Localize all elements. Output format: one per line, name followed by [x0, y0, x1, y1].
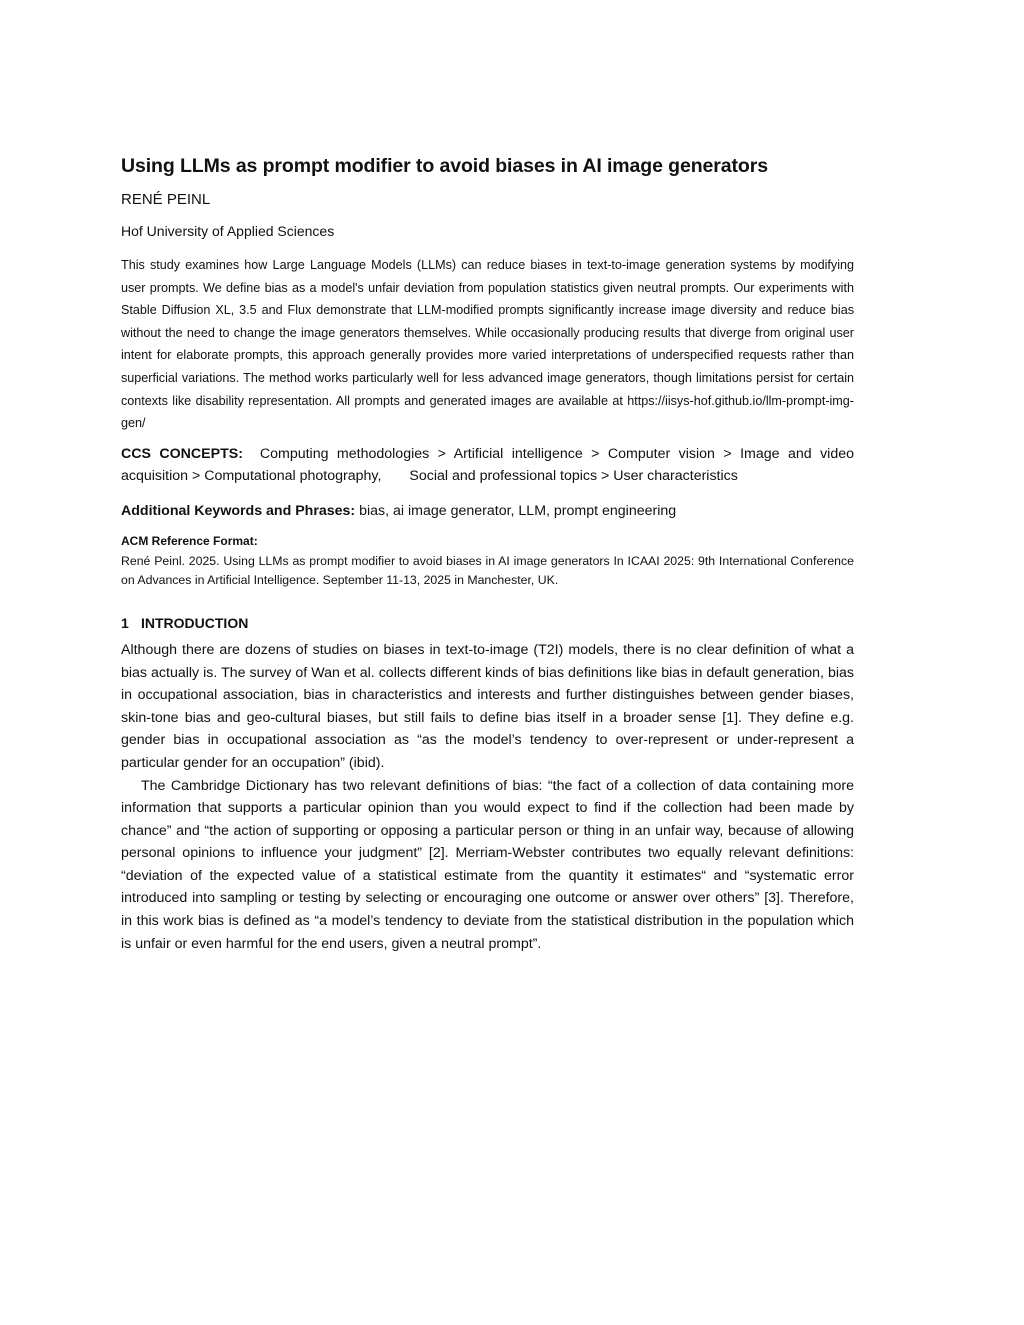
- intro-paragraph-2: The Cambridge Dictionary has two relevant definitions of bias: “the fact of a collection of data containing more information that supports a particular opinion than you would expect to find if the collection had been made by chance” and “the action of supporting or opposing a particular person or thing in an unfair way, because of allowing personal opinions to influence your judgment” [2]. Merriam-Webster contributes two equally relevant definitions: “deviation of the expected value of a statistical estimate from the quantity it estimates“ and “systematic error introduced into sampling or testing by selecting or encouraging one outcome or answer over others” [3]. Therefore, in this work bias is defined as “a model’s tendency to deviate from the statistical distribution in the population which is unfair or even harmful for the end users, given a neutral prompt”.: [121, 777, 854, 952]
- acm-reference-heading: ACM Reference Format:: [121, 533, 258, 548]
- paper-page: [121, 150, 854, 955]
- keywords-label: Additional Keywords and Phrases:: [121, 502, 356, 519]
- author-name: RENÉ PEINL: [121, 191, 211, 208]
- intro-paragraph-1: Although there are dozens of studies on biases in text-to-image (T2I) models, there is no clear definition of what a bias actually is. The survey of Wan et al. collects different kinds of bias definitions like bias in default generation, bias in occupational association, bias in characteristics and interests and further distinguishes between gender biases, skin-tone bias and geo-cultural biases, but still fails to define bias itself in a broader sense [1]. They define e.g. gender bias in occupational association as “as the model’s tendency to over-represent or under-represent a particular gender for an occupation” (ibid).: [121, 641, 854, 771]
- ccs-label: CCS CONCEPTS:: [121, 445, 243, 462]
- abstract: This study examines how Large Language Models (LLMs) can reduce biases in text-to-image generation systems by modifying user prompts. We define bias as a model's unfair deviation from population statistics given neutral prompts. Our experiments with Stable Diffusion XL, 3.5 and Flux demonstrate that LLM-modified prompts significantly increase image diversity and reduce bias without the need to change the image generators themselves. While occasionally producing results that diverge from original user intent for elaborate prompts, this approach generally provides more varied interpretations of underspecified requests rather than superficial variations. The method works particularly well for less advanced image generators, though limitations persist for certain contexts like disability representation. All prompts and generated images are available at https://iisys-hof.github.io/llm-prompt-img-gen/: [121, 258, 854, 431]
- ccs-concept-1: Computing methodologies > Artificial intelligence > Computer vision > Image and video acquisition > Computational photography,: [121, 445, 855, 485]
- keywords-text: bias, ai image generator, LLM, prompt engineering: [359, 502, 677, 519]
- section-heading: [121, 613, 854, 633]
- section-number: 1: [121, 614, 129, 631]
- section-title: INTRODUCTION: [141, 614, 249, 631]
- ccs-concepts: [121, 443, 854, 488]
- keywords: [121, 500, 854, 522]
- paper-title: Using LLMs as prompt modifier to avoid biases in AI image generators: [121, 155, 768, 177]
- affiliation: Hof University of Applied Sciences: [121, 223, 335, 239]
- ccs-concept-2: Social and professional topics > User characteristics: [409, 468, 738, 485]
- acm-reference-text: René Peinl. 2025. Using LLMs as prompt modifier to avoid biases in AI image generators In ICAAI 2025: 9th International Conference on Advances in Artificial Intelligence. September 11-13, 2025 in Manchester, UK.: [121, 553, 854, 588]
